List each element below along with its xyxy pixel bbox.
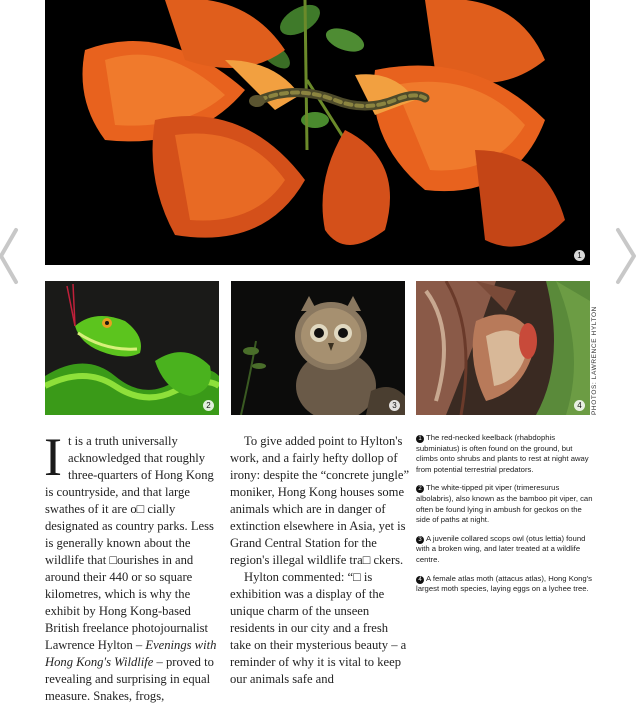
- caption-number: 2: [416, 485, 424, 493]
- article-intro-text: t is a truth universally acknowledged that roughly three-quarters of Hong Kong is countryside, and that large swathes of it are o□ cially designated as country parks. Less is generally known about the wildlife that □ourishes in and around their 440 or so square kilometres, which is why the exhibit by Hong Kong-based British freelance photojournalist Lawrence Hylton –: [45, 434, 214, 652]
- previous-page-button[interactable]: [0, 226, 24, 286]
- article-column-1: [44, 427, 225, 705]
- caption-number: 1: [416, 435, 424, 443]
- photo-number-badge: 4: [574, 400, 585, 411]
- owl-photo: [231, 281, 405, 415]
- chevron-left-icon: [0, 226, 24, 286]
- moth-photo: [416, 281, 590, 415]
- exhibit-title: Evenings with Hong Kong's Wildlife: [45, 638, 217, 669]
- article-paragraph: To give added point to Hylton's work, and a fairly hefty dollop of irony: despite the “concrete jungle” moniker, Hong Kong houses some animals which are in danger of extinction elsewhere in Asia, yet is Grand Central Station for the region's illegal wildlife tra□ ckers.: [230, 434, 410, 567]
- caption-item: [416, 433, 594, 475]
- viper-illustration: [45, 281, 219, 415]
- owl-illustration: [231, 281, 405, 415]
- photo-captions: [416, 433, 594, 603]
- viper-photo: [45, 281, 219, 415]
- article-column-2: [230, 433, 410, 688]
- caption-text: The white-tipped pit viper (trimeresurus albolabris), also known as the bamboo pit viper, can often be found lying in ambush for geckos on the side of paths at night.: [416, 483, 593, 525]
- article-intro-tail: – proved to revealing and surprising in equal measure. Snakes, frogs,: [45, 655, 214, 703]
- atlas-moth-illustration: [416, 281, 590, 415]
- drop-cap: I: [44, 427, 62, 487]
- photo-credit: PHOTOS: LAWRENCE HYLTON: [591, 306, 598, 415]
- hero-photo: [45, 0, 590, 265]
- caption-item: [416, 534, 594, 566]
- next-page-button[interactable]: [612, 226, 640, 286]
- caption-text: A female atlas moth (attacus atlas), Hong Kong's largest moth species, laying eggs on a lychee tree.: [416, 573, 592, 594]
- caption-item: [416, 574, 594, 595]
- photo-number-badge: 2: [203, 400, 214, 411]
- caption-number: 3: [416, 536, 424, 544]
- caption-number: 4: [416, 576, 424, 584]
- chevron-right-icon: [612, 226, 640, 286]
- caption-item: [416, 483, 594, 525]
- keelback-flowers-illustration: [45, 0, 590, 265]
- article-paragraph: Hylton commented: “□ is exhibition was a display of the unique charm of the unseen residents in our city and a fresh take on their mysterious beauty – a reminder of why it is vital to keep our animals safe and: [230, 570, 407, 686]
- caption-text: The red-necked keelback (rhabdophis subminiatus) is often found on the ground, but climbs onto shrubs and plants to rest at night away from potential terrestrial predators.: [416, 433, 589, 474]
- photo-number-badge: 3: [389, 400, 400, 411]
- caption-text: A juvenile collared scops owl (otus lettia) found with a broken wing, and later treated at a wildlife centre.: [416, 533, 586, 564]
- photo-number-badge: 1: [574, 250, 585, 261]
